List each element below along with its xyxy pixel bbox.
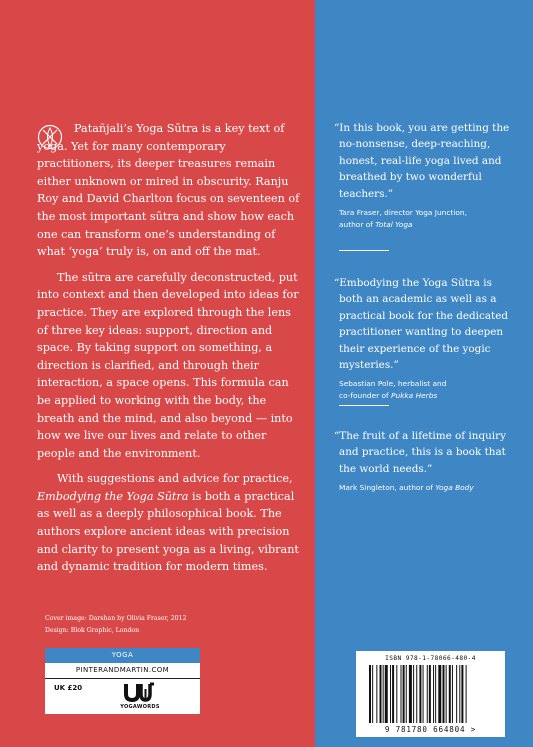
isbn-barcode [356,651,505,737]
attribution-text: co-founder of [339,391,391,401]
attribution-line [339,219,514,231]
quote-attribution [334,207,514,231]
quote-attribution [334,482,514,494]
category-label: YOGA [45,648,200,663]
quote-divider [339,250,389,251]
attribution-text: Mark Singleton, author of [339,483,436,493]
price-label-box [45,648,200,714]
attribution-line: Tara Fraser, director Yoga Junction, [339,208,467,218]
publisher-name: YOGAWORDS [120,704,160,710]
credits [45,613,295,637]
attribution-book-title: Yoga Body [435,483,474,493]
quote-divider [339,405,389,406]
attribution-book-title: Total Yoga [375,220,413,230]
endorsement-quote-2 [334,275,514,402]
cover-credit: Cover image: Darshan by Olivia Fraser, 2012 [45,615,187,622]
attribution-line [339,390,514,402]
barcode-bars-icon [369,665,497,723]
blurb-paragraph-2: The sūtra are carefully deconstructed, put into context and then developed into ideas for practice. They are explored through the lens of three key ideas: support, direction and space. By taking support on something, a direction is clarified, and through their interaction, a space opens. This formula can be applied to working with the body, the breath and the mind, and also beyond — into how we live our lives and relate to other people and the environment. [37,270,299,460]
publisher-url: PINTERANDMARTIN.COM [45,663,200,679]
attribution-line [339,482,514,494]
quote-text: “In this book, you are getting the no-nonsense, deep-reaching, honest, real-life yoga lived and breathed by two wonderful teachers.” [334,122,510,200]
price: UK £20 [54,684,83,692]
attribution-text: author of [339,220,376,230]
back-cover-blurb [37,120,303,584]
design-credit: Design: Blok Graphic, London [45,627,140,634]
quote-text: “Embodying the Yoga Sūtra is both an academic as well as a practical book for the dedicated practitioner wanting to deepen their experience of the yogic mysteries.” [334,277,508,372]
isbn-label: ISBN 978-1-78066-480-4 [385,655,476,662]
ean-digits: 9 781780 664804 > [384,725,477,734]
yogawords-logo-icon [123,681,156,703]
quote-attribution [334,378,514,402]
blurb-paragraph-3 [37,470,303,576]
blurb-paragraph-1: Patañjali’s Yoga Sūtra is a key text of yoga. Yet for many contemporary practitioners, its deeper treasures remain either unknown or mired in obscurity. Ranju Roy and David Charlton focus on seventeen of the most important sūtra and show how each one can transform one’s understanding of what ‘yoga’ truly is, on and off the mat. [37,122,300,259]
book-title-italic: Embodying the Yoga Sūtra [37,489,189,503]
attribution-book-title: Pukka Herbs [390,391,438,401]
attribution-line: Sebastian Pole, herbalist and [339,379,447,389]
blurb-text: With suggestions and advice for practice, [57,472,293,486]
endorsement-quote-1 [334,120,514,231]
blurb-text: is both a practical as well as a deeply philosophical book. The authors explore ancient ideas with precision and clarity to present yoga as a living, vibrant and dynamic tradition for modern times. [37,489,299,574]
endorsement-quote-3 [334,428,514,494]
quote-text: “The fruit of a lifetime of inquiry and practice, this is a book that the world needs.” [334,430,506,475]
